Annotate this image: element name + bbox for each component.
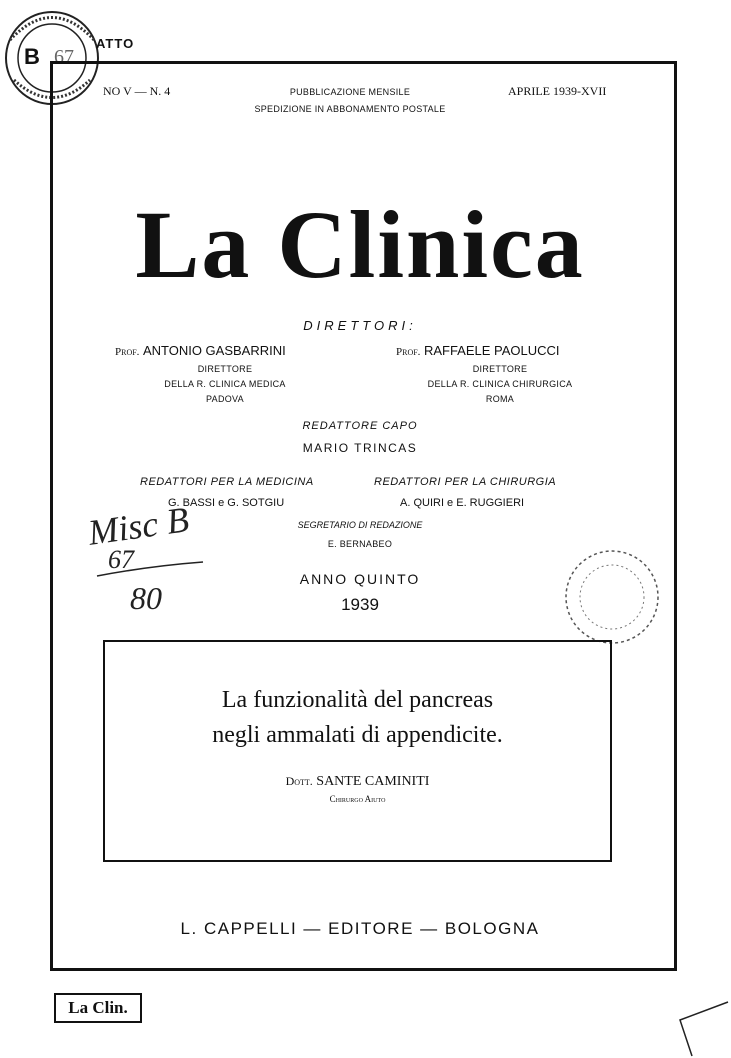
director-left-institution: DELLA R. CLINICA MEDICA (164, 379, 286, 389)
publication-frequency: PUBBLICAZIONE MENSILE (289, 87, 411, 97)
director-left-role: DIRETTORE (197, 364, 253, 374)
director-left: Prof. ANTONIO GASBARRINI (115, 343, 286, 358)
secretary-name: E. BERNABEO (327, 539, 393, 549)
chief-editor-heading: REDATTORE CAPO (302, 420, 418, 432)
journal-title: La Clinica (135, 191, 585, 298)
year-value: 1939 (341, 595, 379, 614)
stamp-letter: B (24, 44, 40, 69)
issue-number: NO V — N. 4 (103, 84, 171, 98)
article-author: Dott. SANTE CAMINITI (285, 774, 430, 789)
postal-info: SPEDIZIONE IN ABBONAMENTO POSTALE (254, 104, 446, 114)
surgery-editors-heading: REDATTORI PER LA CHIRURGIA (374, 476, 557, 488)
year-label: ANNO QUINTO (299, 571, 421, 587)
top-fragment: ATTO (96, 36, 135, 51)
handwritten-number-80: 80 (130, 580, 162, 616)
publisher: L. CAPPELLI — EDITORE — BOLOGNA (180, 919, 540, 938)
medicine-editors-heading: REDATTORI PER LA MEDICINA (140, 476, 314, 488)
handwritten-number-67: 67 (108, 545, 134, 574)
handwritten-underline (95, 560, 205, 580)
stamp-number: 67 (54, 46, 74, 68)
shelfmark-label: La Clin. (54, 993, 142, 1023)
article-title-line1: La funzionalità del pancreas (221, 687, 494, 713)
article-title-line2: negli ammalati di appendicite. (212, 722, 503, 748)
surgery-editors-names: A. QUIRI e E. RUGGIERI (400, 497, 525, 509)
director-right-institution: DELLA R. CLINICA CHIRURGICA (427, 379, 573, 389)
chief-editor-name: MARIO TRINCAS (302, 441, 418, 455)
article-author-role: Chirurgo Aiuto (329, 794, 386, 804)
director-right-city: ROMA (485, 394, 515, 404)
page-corner-mark (672, 1000, 731, 1058)
handwritten-misc: Misc B (85, 499, 192, 553)
director-left-city: PADOVA (206, 394, 244, 404)
directors-heading: DIRETTORI: (303, 318, 417, 333)
director-right-role: DIRETTORE (472, 364, 528, 374)
article-box (103, 640, 612, 862)
issue-date: APRILE 1939-XVII (508, 84, 607, 98)
medicine-editors-names: G. BASSI e G. SOTGIU (168, 497, 285, 509)
director-right: Prof. RAFFAELE PAOLUCCI (396, 343, 560, 358)
secretary-heading: SEGRETARIO DI REDAZIONE (297, 520, 423, 530)
